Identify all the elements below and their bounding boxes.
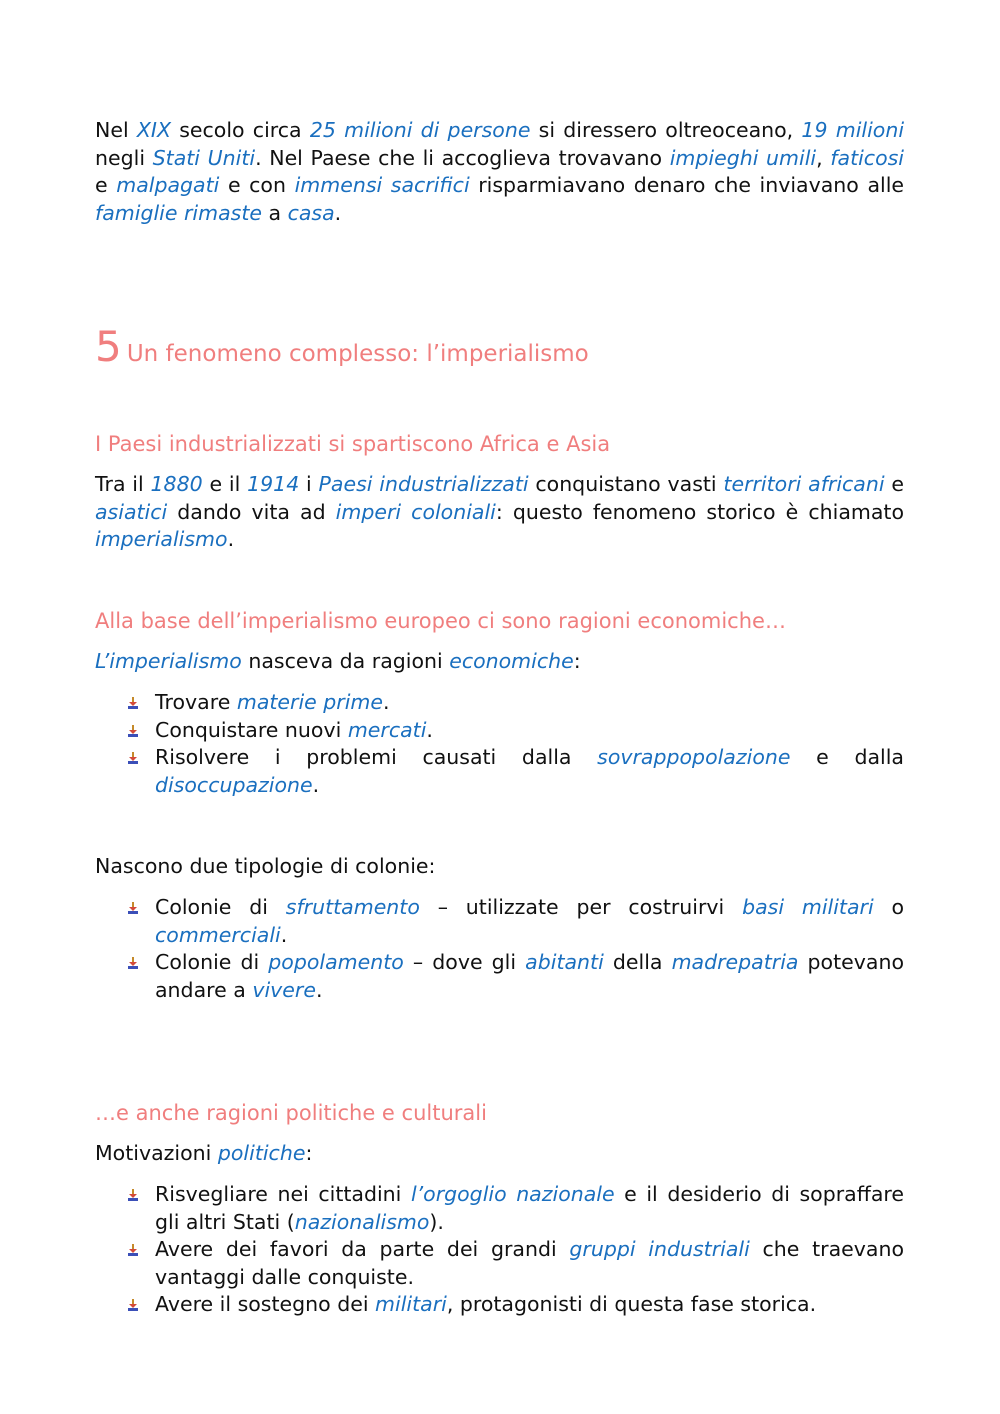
text-run: risparmiavano denaro che inviavano alle [469, 173, 905, 197]
text-run: Tra il [95, 472, 151, 496]
text-run: i [299, 472, 319, 496]
keyword-highlight: gruppi industriali [569, 1237, 750, 1261]
colonies-intro-block [95, 853, 904, 881]
text-run: si diressero oltreoceano, [530, 118, 802, 142]
keyword-highlight: immensi sacrifici [294, 173, 470, 197]
section3-heading-block [95, 1099, 904, 1127]
text-run: . [312, 772, 320, 797]
arrow-bullet-icon [128, 1299, 138, 1311]
text-run: negli [95, 145, 153, 170]
text-run: . Nel Paese che li accoglieva trovavano [255, 145, 670, 170]
list-item-text [155, 1291, 904, 1319]
section2-intro [95, 648, 904, 676]
text-run: Risolvere i problemi causati dalla [155, 745, 598, 769]
keyword-highlight: materie prime [236, 690, 383, 714]
arrow-bullet-icon [128, 725, 138, 737]
text-run: e dalla [790, 745, 904, 769]
text-run: che traevano vantaggi dalle conquiste. [155, 1237, 905, 1289]
keyword-highlight: asiatici [95, 499, 168, 524]
text-run: a [261, 200, 288, 225]
text-run: , protagonisti di questa fase storica. [446, 1292, 817, 1316]
keyword-highlight: popolamento [268, 950, 404, 974]
list-item [128, 717, 904, 745]
text-run: Colonie di [155, 895, 286, 919]
keyword-highlight: commerciali [155, 922, 281, 947]
section2-heading-block [95, 607, 904, 635]
section3-heading: …e anche ragioni politiche e culturali [95, 1101, 487, 1125]
text-run: : [573, 649, 581, 673]
list-item-text [155, 949, 904, 1004]
text-run: Conquistare nuovi [155, 717, 348, 742]
text-run: , [816, 145, 831, 170]
list-item-text [155, 1181, 904, 1236]
text-run: e [95, 173, 117, 197]
keyword-highlight: Paesi industrializzati [318, 472, 529, 496]
chapter-heading [95, 322, 904, 371]
text-run: . [280, 922, 288, 947]
colony-types-list [128, 894, 904, 1004]
arrow-bullet-icon [128, 752, 138, 764]
keyword-highlight: disoccupazione [155, 772, 313, 797]
list-item-text [155, 744, 904, 799]
economic-reasons-list [128, 689, 904, 799]
list-item [128, 689, 904, 717]
list-item-text [155, 1236, 904, 1291]
text-run: . [315, 977, 323, 1002]
text-run: Colonie di [155, 950, 269, 974]
text-run: ). [429, 1209, 444, 1234]
keyword-highlight: territori africani [723, 472, 885, 496]
list-item-text [155, 689, 904, 717]
keyword-highlight: basi militari [742, 895, 874, 919]
section1-paragraph [95, 471, 904, 554]
list-item [128, 894, 904, 949]
chapter-number: 5 [95, 322, 122, 371]
keyword-highlight: malpagati [116, 173, 220, 197]
list-item [128, 1236, 904, 1291]
text-run: della [603, 950, 672, 974]
text-run: – dove gli [403, 950, 526, 974]
section1-heading: I Paesi industrializzati si spartiscono Africa e Asia [95, 432, 611, 456]
political-reasons-list [128, 1181, 904, 1319]
section2-intro-block [95, 648, 904, 676]
text-run: dando vita ad [167, 499, 336, 524]
text-run: potevano andare a [155, 950, 904, 1002]
keyword-highlight: faticosi [830, 145, 904, 170]
keyword-highlight: famiglie rimaste [95, 200, 262, 225]
text-run: . [334, 200, 342, 225]
list-item-text [155, 894, 904, 949]
text-run: . [383, 690, 390, 714]
keyword-highlight: politiche [217, 1141, 306, 1165]
text-run: : [305, 1141, 313, 1165]
text-run: : questo fenomeno storico è chiamato [495, 499, 905, 524]
keyword-highlight: imperialismo [95, 527, 228, 551]
keyword-highlight: mercati [347, 717, 427, 742]
chapter-title: Un fenomeno complesso: l’imperialismo [126, 341, 589, 367]
keyword-highlight: 1880 [150, 472, 203, 496]
text-run: Avere dei favori da parte dei grandi [155, 1237, 570, 1261]
keyword-highlight: impieghi umili [669, 145, 817, 170]
text-run: e il desiderio di sopraffare gli altri Stati ( [155, 1182, 904, 1234]
text-run: e [884, 472, 904, 496]
section1-heading-block [95, 430, 904, 458]
list-item [128, 949, 904, 1004]
text-run: . [227, 527, 235, 551]
text-run: Motivazioni [95, 1141, 218, 1165]
intro-paragraph-block [95, 117, 904, 227]
keyword-highlight: militari [375, 1292, 447, 1316]
list-item-text [155, 717, 904, 745]
keyword-highlight: 25 milioni di persone [309, 118, 531, 142]
keyword-highlight: L’imperialismo [95, 649, 242, 673]
keyword-highlight: Stati Uniti [152, 145, 256, 170]
text-run: . [426, 717, 433, 742]
text-run: nasceva da ragioni [241, 649, 450, 673]
text-run: e il [202, 472, 248, 496]
colonies-intro: Nascono due tipologie di colonie: [95, 854, 436, 878]
keyword-highlight: nazionalismo [294, 1209, 430, 1234]
text-run: conquistano vasti [528, 472, 724, 496]
section3-intro [95, 1140, 904, 1168]
keyword-highlight: sovrappopolazione [597, 745, 791, 769]
text-run: Avere il sostegno dei [155, 1292, 376, 1316]
keyword-highlight: vivere [252, 977, 316, 1002]
arrow-bullet-icon [128, 697, 138, 709]
arrow-bullet-icon [128, 957, 138, 969]
section3-intro-block [95, 1140, 904, 1168]
list-item [128, 744, 904, 799]
text-run: Nel [95, 118, 137, 142]
keyword-highlight: XIX [136, 118, 172, 142]
text-run: Risvegliare nei cittadini [155, 1182, 411, 1206]
arrow-bullet-icon [128, 1189, 138, 1201]
keyword-highlight: l’orgoglio nazionale [410, 1182, 615, 1206]
keyword-highlight: madrepatria [671, 950, 799, 974]
list-item [128, 1291, 904, 1319]
keyword-highlight: abitanti [525, 950, 604, 974]
keyword-highlight: imperi coloniali [335, 499, 496, 524]
section2-heading: Alla base dell’imperialismo europeo ci sono ragioni economiche… [95, 609, 786, 633]
arrow-bullet-icon [128, 1244, 138, 1256]
keyword-highlight: 19 milioni [801, 118, 905, 142]
intro-paragraph [95, 117, 904, 227]
keyword-highlight: economiche [449, 649, 574, 673]
keyword-highlight: casa [287, 200, 335, 225]
list-item [128, 1181, 904, 1236]
text-run: secolo circa [171, 118, 310, 142]
text-run: e con [219, 173, 295, 197]
keyword-highlight: sfruttamento [285, 895, 420, 919]
text-run: Trovare [155, 690, 237, 714]
arrow-bullet-icon [128, 902, 138, 914]
text-run: – utilizzate per costruirvi [419, 895, 743, 919]
keyword-highlight: 1914 [247, 472, 300, 496]
text-run: o [873, 895, 905, 919]
section1-paragraph-block [95, 471, 904, 554]
